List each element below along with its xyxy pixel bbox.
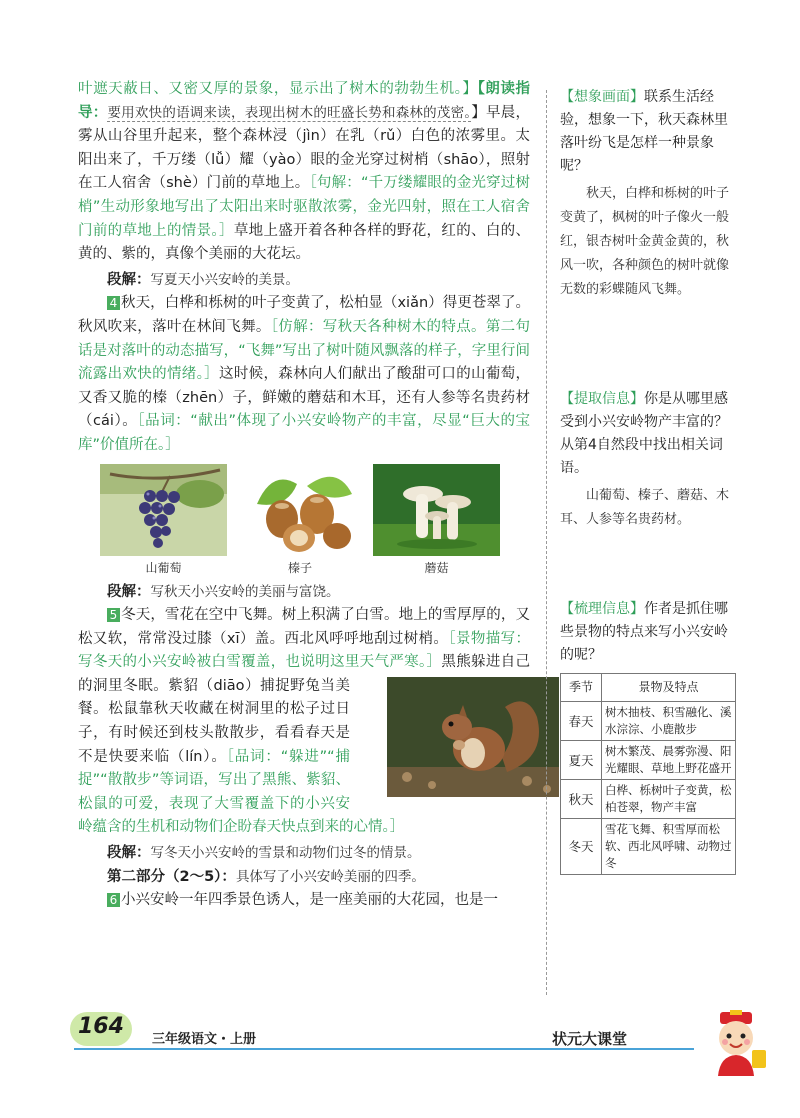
season-cell: 夏天 <box>561 741 602 780</box>
summary-text: 写冬天小兴安岭的雪景和动物们过冬的情景。 <box>150 845 421 862</box>
part-label: 第二部分（2～5）： <box>107 868 236 885</box>
extract-question <box>560 388 738 480</box>
paragraph-number: 4 <box>107 296 120 310</box>
paragraph-number: 6 <box>107 893 120 907</box>
summary-text: 写夏天小兴安岭的美景。 <box>150 271 299 288</box>
reading-guide-text: 要用欢快的语调来读，表现出树木的旺盛长势和森林的茂密。 <box>107 104 472 121</box>
photo-caption: 榛子 <box>287 560 312 575</box>
part-two-summary <box>78 866 530 890</box>
paragraph-3-continued <box>78 78 530 267</box>
desc-cell: 树木繁茂、晨雾弥漫、阳光耀眼、草地上野花盛开 <box>602 741 736 780</box>
summary-label: 段解： <box>107 583 151 600</box>
main-column <box>78 78 530 913</box>
photo-hazelnuts <box>237 464 364 577</box>
scene-description-note: ［景物描写：写冬天的小兴安岭被白雪覆盖，也说明这里天气严寒。］ <box>78 630 531 671</box>
desc-cell: 雪花飞舞、积雪厚而松软、西北风呼啸、动物过冬 <box>602 819 736 875</box>
part-text: 具体写了小兴安岭美丽的四季。 <box>235 868 425 885</box>
question-text: 作者是抓住哪些景物的特点来写小兴安岭的呢？ <box>560 601 728 663</box>
summary-label: 段解： <box>107 271 151 288</box>
paragraph-4 <box>78 292 530 457</box>
paragraph-text: 这时候，森林向人们献出了酸甜可口的山葡萄，又香又脆的榛（zhēn）子，鲜嫩的蘑菇和木耳，还有人参等名贵药材（cái）。 <box>78 366 530 430</box>
paragraph-text: 冬天，雪花在空中飞舞。树上积满了白雪。地上的雪厚厚的，又松又软，常常没过膝（xī）盖。西北风呼呼地刮过树梢。 <box>78 607 530 647</box>
season-table <box>560 673 736 875</box>
organize-tag: 【梳理信息】 <box>560 601 644 617</box>
footer-rule <box>74 1048 694 1050</box>
sidebar-imagine <box>560 86 738 302</box>
sidebar-organize <box>560 598 738 875</box>
grade-label: 三年级语文・上册 <box>152 1032 257 1047</box>
annotation-end: 叶遮天蔽日、又密又厚的景象，显示出了树木的勃勃生机。】 <box>78 81 478 97</box>
table-row <box>561 780 736 819</box>
summary-label: 段解： <box>107 845 151 862</box>
paragraph-number: 5 <box>107 608 120 622</box>
imagine-answer: 秋天，白桦和栎树的叶子变黄了，枫树的叶子像火一般红，银杏树叶金黄金黄的，秋风一吹，各种颜色的树叶就像无数的彩蝶随风飞舞。 <box>560 186 730 297</box>
sidebar-extract <box>560 388 738 532</box>
paragraph-text: 小兴安岭一年四季景色诱人，是一座美丽的大花园，也是一 <box>121 892 498 909</box>
photo-caption: 山葡萄 <box>145 560 182 575</box>
organize-question <box>560 598 738 667</box>
paragraph-5 <box>78 604 530 840</box>
squirrel-photo <box>358 677 530 797</box>
question-text: 联系生活经验，想象一下，秋天森林里落叶纷飞是怎样一种景象呢？ <box>560 89 728 174</box>
section-summary-4 <box>78 581 530 605</box>
paragraph-text: 黑熊躲进自己的洞里冬眠。紫貂（diāo）捕捉野兔当美餐。松鼠靠秋天收藏在树洞里的松子过日子，有时候还到枝头散散步，看看春天是不是快要来临（lín）。 <box>78 654 530 765</box>
desc-cell: 树木抽枝、积雪融化、溪水淙淙、小鹿散步 <box>602 702 736 741</box>
paragraph-text: 草地上盛开着各种各样的野花，红的、白的、黄的、紫的，真像个美丽的大花坛。 <box>78 222 531 263</box>
section-summary-5 <box>78 842 530 866</box>
photo-mushrooms <box>373 464 500 577</box>
hazelnut-image <box>237 464 364 556</box>
extract-tag: 【提取信息】 <box>560 391 644 407</box>
paragraph-text: 】早晨，雾从山谷里升起来，整个森林浸（jìn）在乳（rǔ）白色的浓雾里。太阳出来了，千万缕（lǚ）耀（yào）眼的金光穿过树梢（shāo），照射在工人宿舍（shè）门前的草地上。 <box>78 104 531 192</box>
season-cell: 秋天 <box>561 780 602 819</box>
mushroom-image <box>373 464 500 556</box>
paragraph-text: 秋天，白桦和栎树的叶子变黄了，松柏显（xiǎn）得更苍翠了。秋风吹来，落叶在林间飞舞。 <box>78 295 530 335</box>
photo-caption: 蘑菇 <box>424 560 449 575</box>
word-analysis: ［品词：“躲进”“捕捉”“散散步”等词语，写出了黑熊、紫貂、松鼠的可爱，表现了大雪覆盖下的小兴安岭蕴含的生机和动物们企盼春天快点到来的心情。］ <box>78 748 405 836</box>
table-row <box>561 702 736 741</box>
table-header-row <box>561 674 736 702</box>
season-cell: 冬天 <box>561 819 602 875</box>
table-row <box>561 819 736 875</box>
photo-row <box>100 464 500 577</box>
imagine-tag: 【想象画面】 <box>560 89 644 105</box>
summary-text: 写秋天小兴安岭的美丽与富饶。 <box>150 583 340 600</box>
analysis-note: ［仿解：写秋天各种树木的特点。第二句话是对落叶的动态描写，“飞舞”写出了树叶随风飘落的样子，字里行间流露出欢快的情绪。］ <box>78 318 531 383</box>
season-cell: 春天 <box>561 702 602 741</box>
extract-answer: 山葡萄、榛子、蘑菇、木耳、人参等名贵药材。 <box>560 488 730 527</box>
squirrel-image <box>387 677 559 797</box>
sentence-analysis: ［句解：“千万缕耀眼的金光穿过树梢”生动形象地写出了太阳出来时驱散浓雾，金光四射，照在工人宿舍门前的草地上的情景。］ <box>78 175 530 239</box>
photo-grapes <box>100 464 227 577</box>
mascot-icon <box>700 1010 772 1076</box>
imagine-question <box>560 86 738 178</box>
word-analysis: ［品词：“献出”体现了小兴安岭物产的丰富，尽显“巨大的宝库”价值所在。］ <box>78 413 530 453</box>
page-footer <box>0 1010 800 1070</box>
grapes-image <box>100 464 227 556</box>
table-row <box>561 741 736 780</box>
reading-guide-label: 【朗读指导： <box>78 81 531 121</box>
desc-cell: 白桦、栎树叶子变黄，松柏苍翠，物产丰富 <box>602 780 736 819</box>
question-text: 你是从哪里感受到小兴安岭物产丰富的？从第4自然段中找出相关词语。 <box>560 391 728 476</box>
paragraph-6 <box>78 889 530 913</box>
section-summary-3 <box>78 269 530 293</box>
table-header: 景物及特点 <box>602 674 736 702</box>
page-number: 164 <box>78 1014 124 1039</box>
table-header: 季节 <box>561 674 602 702</box>
brand-label: 状元大课堂 <box>552 1030 628 1048</box>
column-divider <box>546 90 547 995</box>
